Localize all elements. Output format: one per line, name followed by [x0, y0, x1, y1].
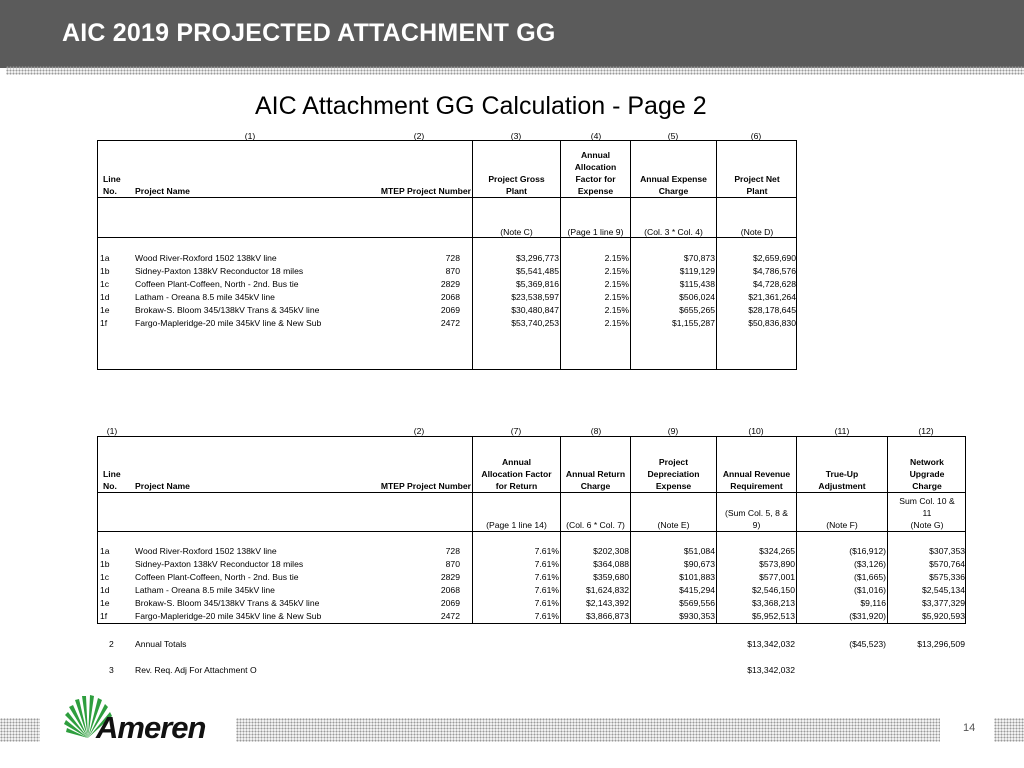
cell-dep: $930,353: [679, 611, 715, 621]
hdr-rev: Annual Revenue: [722, 469, 791, 479]
cell-net: $28,178,645: [748, 305, 796, 315]
cell-mtep: 2472: [440, 611, 460, 621]
cell-rev: $3,368,213: [751, 598, 795, 608]
cell-return: $359,680: [593, 572, 629, 582]
hdr-gross: Plant: [505, 186, 527, 196]
cell-factor: 2.15%: [604, 266, 629, 276]
dotted-divider-bottom: [0, 718, 40, 742]
hdr-no: No.: [103, 481, 117, 491]
cell-factor: 7.61%: [534, 598, 559, 608]
cell-mtep: 870: [445, 559, 460, 569]
col-num: (3): [510, 131, 522, 141]
hdr-alloc: for Return: [495, 481, 538, 491]
col-num: (9): [667, 426, 679, 436]
cell-return: $202,308: [593, 546, 629, 556]
cell-expense: $115,438: [679, 279, 715, 289]
cell-return: $1,624,832: [585, 585, 629, 595]
cell-factor: 7.61%: [534, 585, 559, 595]
cell-line: 1c: [100, 572, 110, 582]
cell-line: 1b: [100, 559, 110, 569]
cell-network: $307,353: [929, 546, 965, 556]
cell-return: $364,088: [593, 559, 629, 569]
hdr-rev: Requirement: [730, 481, 783, 491]
cell-line: 1e: [100, 305, 110, 315]
cell-gross: $5,541,485: [515, 266, 559, 276]
cell-factor: 7.61%: [534, 572, 559, 582]
col-num: (12): [918, 426, 934, 436]
cell-factor: 7.61%: [534, 559, 559, 569]
hdr-mtep: MTEP Project Number: [380, 481, 471, 491]
cell-dep: $101,883: [679, 572, 715, 582]
hdr-network: Upgrade: [909, 469, 945, 479]
cell-trueup: ($1,665): [853, 572, 886, 582]
cell-line: 2: [109, 639, 114, 649]
totals-label: Annual Totals: [135, 639, 187, 649]
note: (Page 1 line 9): [567, 227, 624, 237]
cell-mtep: 2069: [440, 305, 460, 315]
note: (Note G): [910, 520, 944, 530]
cell-trueup: $9,116: [860, 598, 886, 608]
cell-trueup: ($3,126): [853, 559, 886, 569]
cell-factor: 7.61%: [534, 611, 559, 621]
hdr-alloc: Allocation: [574, 162, 617, 172]
cell-dep: $90,673: [683, 559, 715, 569]
cell-project: Sidney-Paxton 138kV Reconductor 18 miles: [135, 266, 304, 276]
hdr-dep: Expense: [655, 481, 692, 491]
note: 9): [752, 520, 761, 530]
col-num: (1): [244, 131, 256, 141]
cell-rev: $573,890: [759, 559, 795, 569]
hdr-trueup: True-Up: [825, 469, 859, 479]
hdr-gross: Project Gross: [488, 174, 545, 184]
hdr-expense: Annual Expense: [640, 174, 707, 184]
cell-network: $570,764: [929, 559, 965, 569]
hdr-no: No.: [103, 186, 117, 196]
col-num: (6): [750, 131, 762, 141]
cell-line: 3: [109, 665, 114, 675]
hdr-expense: Charge: [658, 186, 689, 196]
cell-net: $21,361,264: [748, 292, 796, 302]
cell-rev: $577,001: [759, 572, 795, 582]
cell-project: Latham - Oreana 8.5 mile 345kV line: [135, 292, 275, 302]
header-title: AIC 2019 PROJECTED ATTACHMENT GG: [62, 19, 556, 47]
cell-mtep: 2069: [440, 598, 460, 608]
cell-mtep: 728: [445, 253, 460, 263]
cell-factor: 7.61%: [534, 546, 559, 556]
cell-net: $4,786,576: [752, 266, 796, 276]
divider: [97, 492, 966, 493]
hdr-alloc: Expense: [577, 186, 614, 196]
cell-factor: 2.15%: [604, 279, 629, 289]
cell-gross: $53,740,253: [511, 318, 559, 328]
note: (Note E): [657, 520, 690, 530]
cell-network: $2,545,134: [921, 585, 965, 595]
cell-line: 1d: [100, 292, 110, 302]
cell-expense: $1,155,287: [671, 318, 715, 328]
cell-network: $575,336: [929, 572, 965, 582]
cell-line: 1d: [100, 585, 110, 595]
cell-dep: $569,556: [679, 598, 715, 608]
cell-mtep: 870: [445, 266, 460, 276]
cell-mtep: 2829: [440, 572, 460, 582]
hdr-line: Line: [103, 469, 121, 479]
hdr-alloc: Allocation Factor: [481, 469, 552, 479]
page-title: AIC Attachment GG Calculation - Page 2: [255, 92, 707, 120]
cell-project: Wood River-Roxford 1502 138kV line: [135, 253, 277, 263]
cell-project: Brokaw-S. Bloom 345/138kV Trans & 345kV line: [135, 305, 320, 315]
cell-mtep: 2068: [440, 292, 460, 302]
page-number: 14: [963, 722, 976, 734]
hdr-dep: Depreciation: [647, 469, 700, 479]
cell-gross: $5,369,816: [515, 279, 559, 289]
cell-expense: $655,265: [679, 305, 715, 315]
note: 11: [922, 508, 932, 518]
cell-project: Coffeen Plant-Coffeen, North - 2nd. Bus tie: [135, 572, 299, 582]
cell-mtep: 2472: [440, 318, 460, 328]
cell-line: 1a: [100, 253, 110, 263]
cell-project: Wood River-Roxford 1502 138kV line: [135, 546, 277, 556]
cell-gross: $3,296,773: [515, 253, 559, 263]
cell-trueup: ($1,016): [853, 585, 886, 595]
dotted-divider-bottom: [994, 718, 1024, 742]
cell-gross: $23,538,597: [511, 292, 559, 302]
cell-line: 1a: [100, 546, 110, 556]
hdr-return: Charge: [580, 481, 611, 491]
totals-trueup: ($45,523): [849, 639, 886, 649]
hdr-alloc: Factor for: [575, 174, 616, 184]
adj-label: Rev. Req. Adj For Attachment O: [135, 665, 257, 675]
cell-dep: $415,294: [679, 585, 715, 595]
cell-dep: $51,084: [683, 546, 715, 556]
hdr-line: Line: [103, 174, 121, 184]
cell-line: 1f: [100, 611, 108, 621]
note: Sum Col. 10 &: [899, 496, 955, 506]
note: (Note C): [500, 227, 533, 237]
cell-trueup: ($16,912): [849, 546, 886, 556]
cell-factor: 2.15%: [604, 305, 629, 315]
cell-line: 1b: [100, 266, 110, 276]
cell-net: $2,659,690: [752, 253, 796, 263]
hdr-alloc: Annual: [501, 457, 532, 467]
col-num: (8): [590, 426, 602, 436]
col-num: (1): [106, 426, 118, 436]
hdr-dep: Project: [658, 457, 689, 467]
cell-project: Fargo-Mapleridge-20 mile 345kV line & New Sub: [135, 318, 322, 328]
cell-return: $3,866,873: [585, 611, 629, 621]
hdr-net: Plant: [746, 186, 768, 196]
hdr-net: Project Net: [734, 174, 780, 184]
hdr-mtep: MTEP Project Number: [380, 186, 471, 196]
note: (Col. 6 * Col. 7): [566, 520, 625, 530]
cell-line: 1f: [100, 318, 108, 328]
cell-net: $50,836,830: [748, 318, 796, 328]
cell-factor: 2.15%: [604, 292, 629, 302]
cell-project: Fargo-Mapleridge-20 mile 345kV line & New Sub: [135, 611, 322, 621]
totals-network: $13,296,509: [917, 639, 965, 649]
col-num: (2): [413, 426, 425, 436]
cell-rev: $2,546,150: [751, 585, 795, 595]
hdr-project-name: Project Name: [135, 186, 190, 196]
hdr-network: Network: [910, 457, 944, 467]
cell-line: 1c: [100, 279, 110, 289]
hdr-network: Charge: [912, 481, 942, 491]
cell-expense: $70,873: [683, 253, 715, 263]
cell-return: $2,143,392: [585, 598, 629, 608]
cell-trueup: ($31,920): [849, 611, 886, 621]
hdr-trueup: Adjustment: [818, 481, 866, 491]
col-num: (4): [590, 131, 602, 141]
cell-line: 1e: [100, 598, 110, 608]
hdr-project-name: Project Name: [135, 481, 190, 491]
hdr-alloc: Annual: [580, 150, 611, 160]
dotted-divider-bottom: [236, 718, 940, 742]
note: (Note D): [740, 227, 774, 237]
cell-rev: $5,952,513: [751, 611, 795, 621]
hdr-return: Annual Return: [565, 469, 626, 479]
cell-net: $4,728,628: [752, 279, 796, 289]
cell-expense: $506,024: [679, 292, 715, 302]
cell-mtep: 728: [445, 546, 460, 556]
col-num: (2): [413, 131, 425, 141]
cell-gross: $30,480,847: [511, 305, 559, 315]
note: (Note F): [826, 520, 858, 530]
cell-mtep: 2068: [440, 585, 460, 595]
col-num: (7): [510, 426, 522, 436]
cell-factor: 2.15%: [604, 253, 629, 263]
cell-project: Coffeen Plant-Coffeen, North - 2nd. Bus tie: [135, 279, 299, 289]
note: (Sum Col. 5, 8 &: [724, 508, 789, 518]
cell-expense: $119,129: [679, 266, 715, 276]
cell-project: Sidney-Paxton 138kV Reconductor 18 miles: [135, 559, 304, 569]
ameren-logo-text: Ameren: [96, 710, 206, 745]
adj-rev: $13,342,032: [747, 665, 795, 675]
cell-network: $5,920,593: [921, 611, 965, 621]
col-num: (5): [667, 131, 679, 141]
col-num: (11): [834, 426, 850, 436]
cell-project: Latham - Oreana 8.5 mile 345kV line: [135, 585, 275, 595]
note: (Col. 3 * Col. 4): [644, 227, 703, 237]
cell-mtep: 2829: [440, 279, 460, 289]
cell-rev: $324,265: [759, 546, 795, 556]
totals-rev: $13,342,032: [747, 639, 795, 649]
cell-factor: 2.15%: [604, 318, 629, 328]
note: (Page 1 line 14): [486, 520, 547, 530]
cell-network: $3,377,329: [921, 598, 965, 608]
cell-project: Brokaw-S. Bloom 345/138kV Trans & 345kV line: [135, 598, 320, 608]
col-num: (10): [748, 426, 764, 436]
divider: [97, 531, 966, 532]
